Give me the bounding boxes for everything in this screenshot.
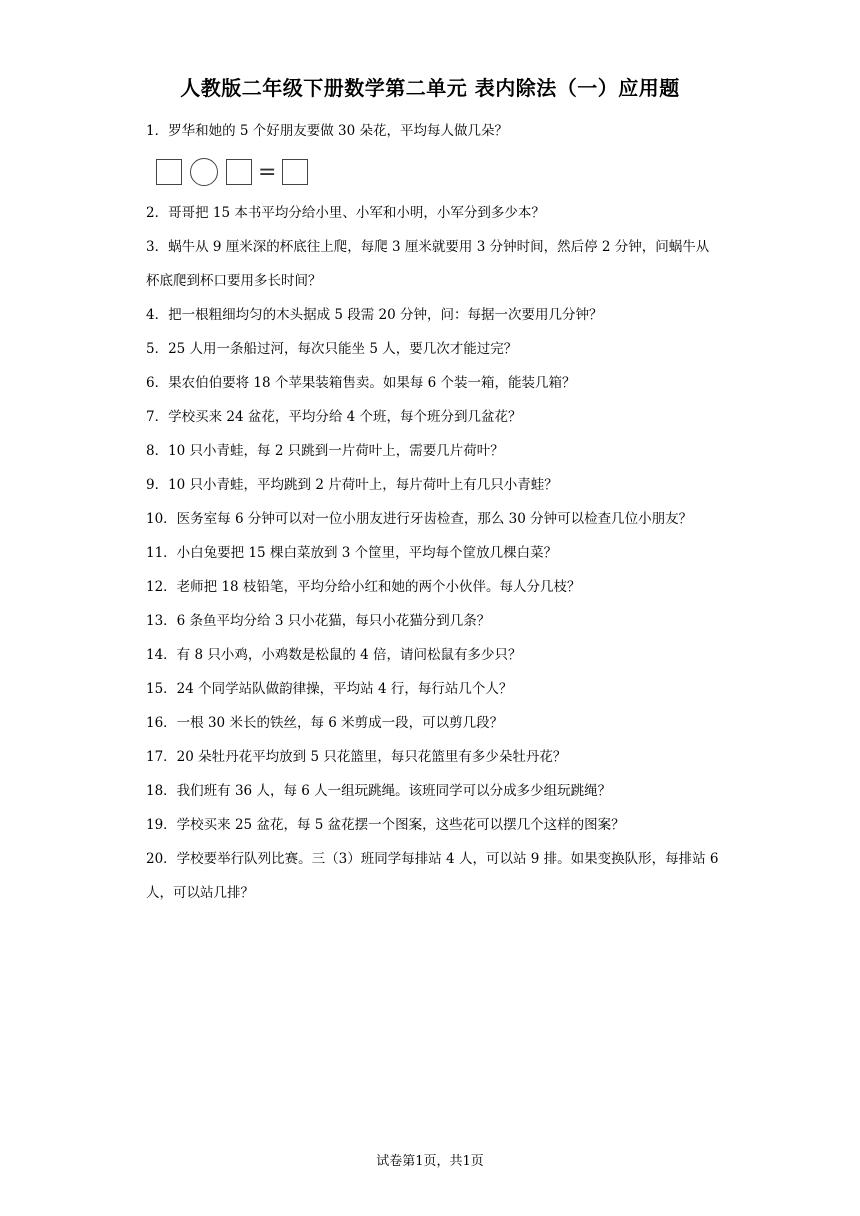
page-footer: 试卷第1页，共1页: [376, 1154, 484, 1169]
question-14: 14．有 8 只小鸡，小鸡数是松鼠的 4 倍，请问松鼠有多少只？: [146, 647, 522, 663]
question-4: 4．把一根粗细均匀的木头据成 5 段需 20 分钟，问：每据一次要用几分钟？: [146, 307, 603, 323]
question-5: 5．25 人用一条船过河，每次只能坐 5 人，要几次才能过完？: [146, 341, 518, 357]
question-19: 19．学校买来 25 盆花，每 5 盆花摆一个图案，这些花可以摆几个这样的图案？: [146, 817, 625, 833]
question-10: 10．医务室每 6 分钟可以对一位小朋友进行牙齿检查，那么 30 分钟可以检查几位小朋友？: [146, 511, 693, 527]
question-15: 15．24 个同学站队做韵律操，平均站 4 行，每行站几个人？: [146, 681, 513, 697]
answer-box: [226, 159, 252, 185]
question-6: 6．果农伯伯要将 18 个苹果装箱售卖。如果每 6 个装一箱，能装几箱？: [146, 375, 576, 391]
question-9: 9．10 只小青蛙，平均跳到 2 片荷叶上，每片荷叶上有几只小青蛙？: [146, 477, 558, 493]
question-17: 17．20 朵牡丹花平均放到 5 只花篮里，每只花篮里有多少朵牡丹花？: [146, 749, 567, 765]
page-title: 人教版二年级下册数学第二单元 表内除法（一）应用题: [180, 76, 680, 100]
question-18: 18．我们班有 36 人，每 6 人一组玩跳绳。该班同学可以分成多少组玩跳绳？: [146, 783, 612, 799]
result-box: [282, 159, 308, 185]
equals-sign: =: [258, 159, 277, 185]
question-2: 2．哥哥把 15 本书平均分给小里、小军和小明，小军分到多少本？: [146, 205, 545, 221]
question-16: 16．一根 30 米长的铁丝，每 6 米剪成一段，可以剪几段？: [146, 715, 504, 731]
question-13: 13．6 条鱼平均分给 3 只小花猫，每只小花猫分到几条？: [146, 613, 491, 629]
question-3: 3．蜗牛从 9 厘米深的杯底往上爬，每爬 3 厘米就要用 3 分钟时间，然后停 2 分钟，问蜗牛从杯底爬到杯口要用多长时间？: [146, 239, 710, 289]
question-8: 8．10 只小青蛙，每 2 只跳到一片荷叶上，需要几片荷叶？: [146, 443, 504, 459]
question-20: 20．学校要举行队列比赛。三（3）班同学每排站 4 人，可以站 9 排。如果变换队形，每排站 6 人，可以站几排？: [146, 851, 719, 901]
equation-template: [146, 152, 721, 192]
operator-circle: [190, 158, 218, 186]
question-7: 7．学校买来 24 盆花，平均分给 4 个班，每个班分到几盆花？: [146, 409, 522, 425]
question-12: 12．老师把 18 枝铅笔，平均分给小红和她的两个小伙伴。每人分几枝？: [146, 579, 581, 595]
question-1: 1．罗华和她的 5 个好朋友要做 30 朵花，平均每人做几朵？: [146, 123, 509, 139]
question-11: 11．小白兔要把 15 棵白菜放到 3 个筐里，平均每个筐放几棵白菜？: [146, 545, 558, 561]
answer-box: [156, 159, 182, 185]
question-list: [146, 114, 721, 910]
